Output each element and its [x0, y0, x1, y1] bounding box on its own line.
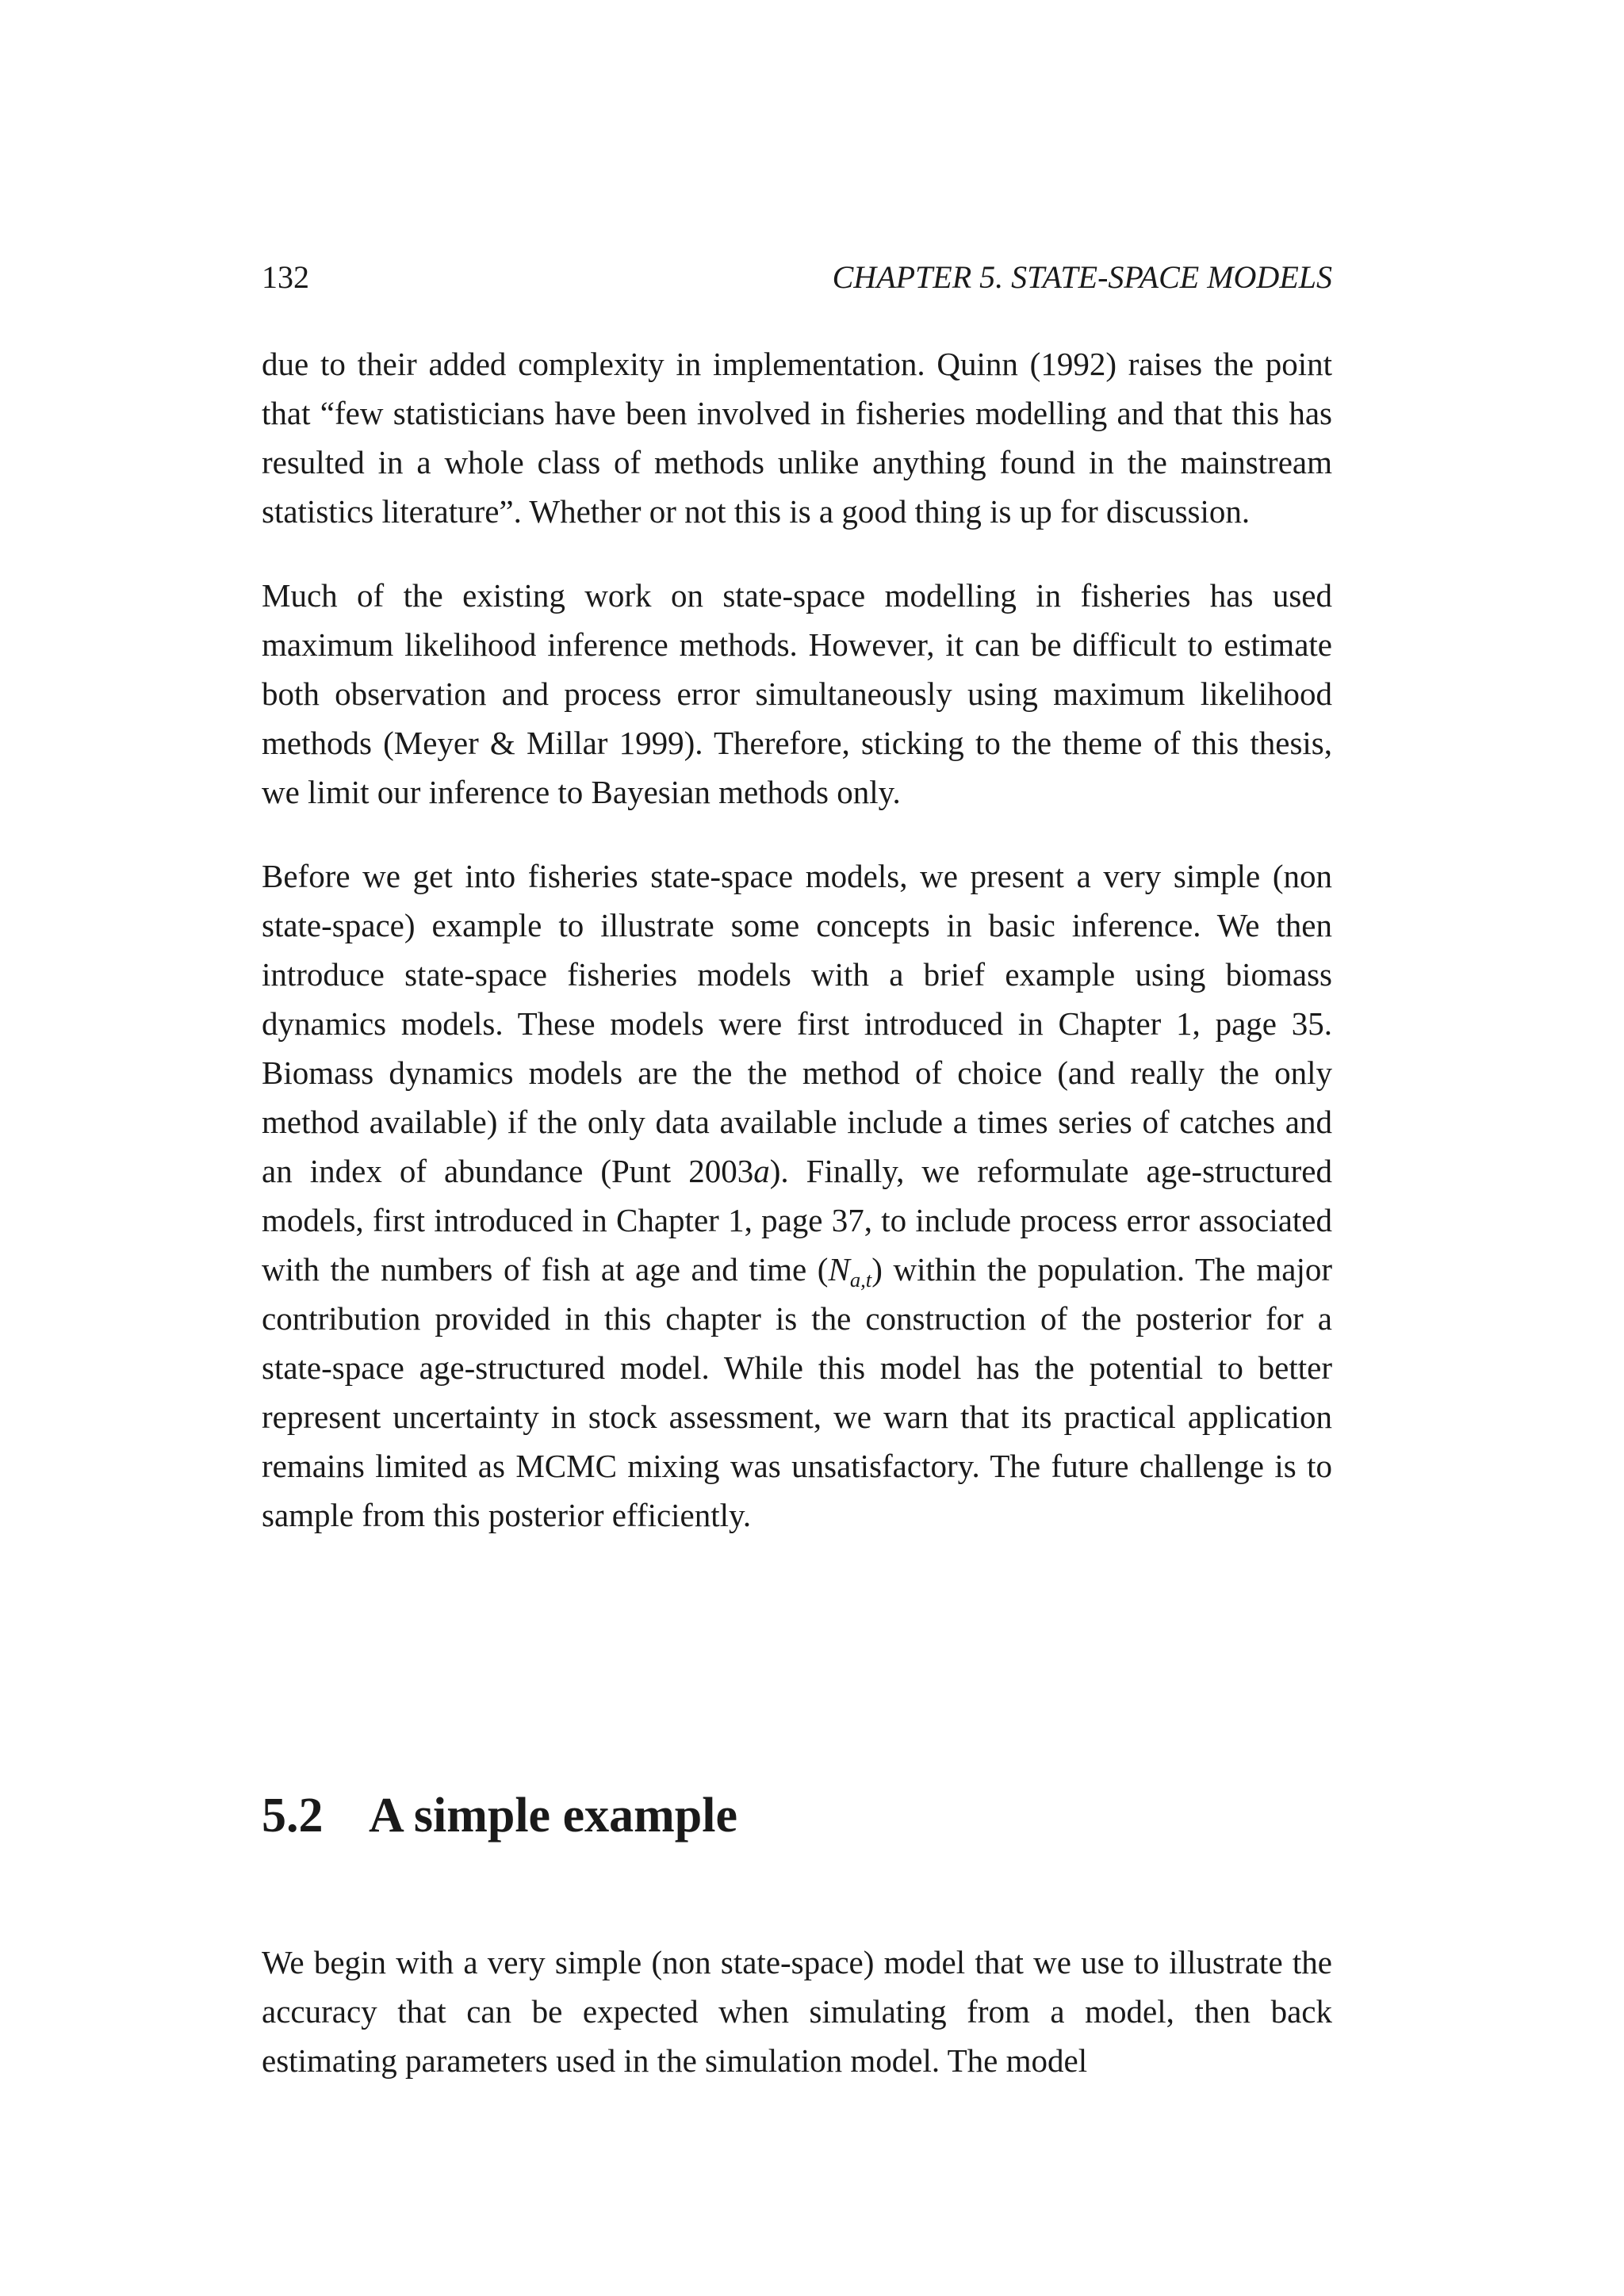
page	[262, 254, 1333, 2079]
page-number: 132	[262, 259, 309, 295]
paragraph-3-text-c: ) within the population. The major contribution provided in this chapter is the construction of the posterior for a state-space age-structured model. While this model has the potential to better represent uncertainty in stock assessment, we warn that its practical application remains limited as MCMC mixing was unsatisfactory. The future challenge is to sample from this posterior efficiently.	[262, 1251, 1332, 1533]
math-n-a-t	[828, 1251, 872, 1292]
paragraph-3-text-a: Before we get into fisheries state-space models, we present a very simple (non state-space) example to illustrate some concepts in basic inference. We then introduce state-space fisheries models with a brief example using biomass dynamics models. These models were first introduced in Chapter 1, page 35. Biomass dynamics models are the the method of choice (and really the only method available) if the only data available include a times series of catches and an index of abundance (Punt 2003	[262, 858, 1332, 1189]
citation-suffix: a	[753, 1153, 770, 1189]
math-base: N	[828, 1251, 850, 1288]
paragraph-2: Much of the existing work on state-space modelling in fisheries has used maximum likelihood inference methods. However, it can be difficult to estimate both observation and process error simultaneously using maximum likelihood methods (Meyer & Millar 1999). Therefore, sticking to the theme of this thesis, we limit our inference to Bayesian methods only.	[262, 577, 1332, 810]
paragraph-3-text-b: ). Finally, we reformulate age-structured models, first introduced in Chapter 1, page 37, to include process error associated with the numbers of fish at age and time (	[262, 1153, 1333, 1288]
running-head	[262, 254, 1332, 301]
section-body	[262, 1938, 1332, 2085]
body-text	[262, 339, 1332, 1540]
section-number: 5.2	[262, 1789, 324, 1843]
math-subscript: a,t	[849, 1267, 872, 1292]
section-heading	[262, 1784, 737, 1847]
chapter-title: CHAPTER 5. STATE-SPACE MODELS	[832, 259, 1332, 295]
paragraph-3	[262, 851, 1332, 1540]
paragraph-1: due to their added complexity in implementation. Quinn (1992) raises the point that “few statisticians have been involved in fisheries modelling and that this has resulted in a whole class of methods unlike anything found in the mainstream statistics literature”. Whether or not this is a good thing is up for discussion.	[262, 346, 1332, 530]
section-title: A simple example	[369, 1789, 737, 1843]
section-paragraph-1: We begin with a very simple (non state-space) model that we use to illustrate the accuracy that can be expected when simulating from a model, then back estimating parameters used in the simulation model. The model	[262, 1944, 1332, 2079]
